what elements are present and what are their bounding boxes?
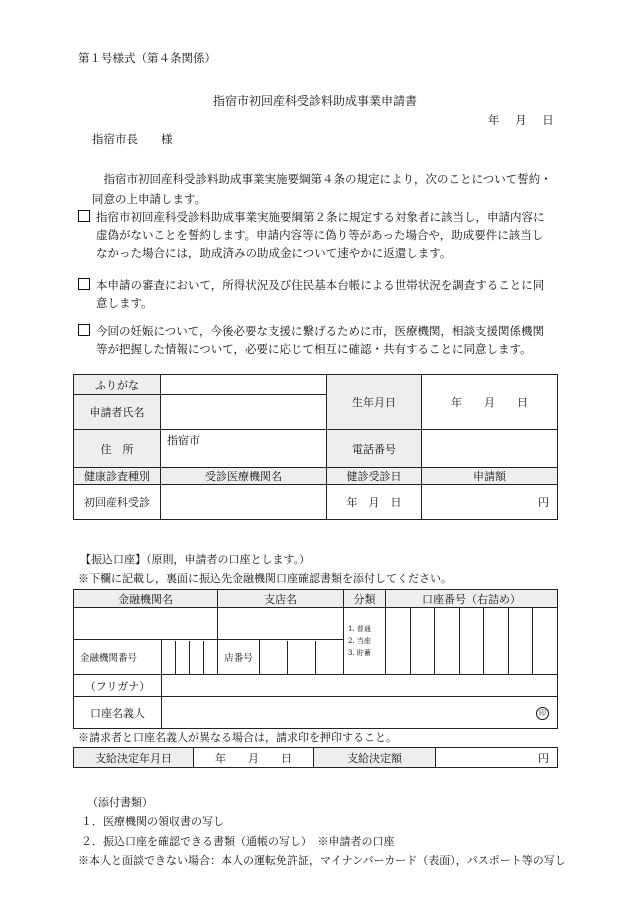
holder-field[interactable] xyxy=(162,697,558,729)
birth-field[interactable]: 年 月 日 xyxy=(422,375,558,430)
consent-item-1 xyxy=(78,208,554,262)
name-field[interactable] xyxy=(161,395,327,430)
applicant-table xyxy=(73,374,558,520)
furigana-field[interactable] xyxy=(161,375,327,395)
intro-text: 指宿市初回産科受診料助成事業実施要綱第４条の規定により，次のことについて誓約・同意の上申請します。 xyxy=(92,172,552,206)
checkbox[interactable] xyxy=(78,278,90,290)
decision-amount-field[interactable]: 円 xyxy=(436,748,558,768)
decision-date-field[interactable]: 年 月 日 xyxy=(194,748,314,768)
checkbox[interactable] xyxy=(78,324,90,336)
decision-table xyxy=(73,747,558,768)
checkbox[interactable] xyxy=(78,210,90,222)
account-note: ※下欄に記載し，裏面に振込先金融機関口座確認書類を添付してください。 xyxy=(78,572,452,585)
furigana-label: ふりがな xyxy=(74,375,161,395)
phone-label: 電話番号 xyxy=(327,430,422,468)
branch-name-header: 支店名 xyxy=(218,590,344,608)
form-number: 第１号様式（第４条関係） xyxy=(78,51,216,65)
type-option[interactable]: 2. 当座 xyxy=(348,637,371,645)
bank-code-field[interactable] xyxy=(162,640,218,675)
consent-text: 本申請の審査において，所得状況及び住民基本台帳による世帯状況を調査することに同意します。 xyxy=(96,278,545,310)
type-header: 分類 xyxy=(344,590,386,608)
account-number-field[interactable] xyxy=(386,608,558,675)
col-header: 健康診査種別 xyxy=(74,468,161,485)
seal-mark: 印 xyxy=(536,707,549,720)
bank-name-header: 金融機関名 xyxy=(74,590,218,608)
bank-code-label: 金融機関番号 xyxy=(74,640,162,675)
account-heading: 【振込口座】（原則，申請者の口座とします。） xyxy=(80,553,311,566)
clinic-field[interactable] xyxy=(161,485,327,520)
consent-item-3 xyxy=(78,322,554,358)
col-header: 申請額 xyxy=(422,468,558,485)
kana-label: （フリガナ） xyxy=(74,675,162,697)
addressee: 指宿市長 様 xyxy=(92,132,173,146)
type-option[interactable]: 3. 貯蓄 xyxy=(348,649,371,657)
checkup-type: 初回産科受診 xyxy=(74,485,161,520)
decision-amount-label: 支給決定額 xyxy=(314,748,436,768)
type-option[interactable]: 1. 普通 xyxy=(348,625,371,633)
account-table xyxy=(73,589,558,729)
address-field[interactable]: 指宿市 xyxy=(161,430,327,468)
branch-code-label: 店番号 xyxy=(218,640,260,675)
kana-field[interactable] xyxy=(162,675,558,697)
consent-text: 今回の妊娠について，今後必要な支援に繋げるために市，医療機関，相談支援関係機関等が把握した情報について，必要に応じて相互に確認・共有することに同意します。 xyxy=(96,324,545,356)
checkup-date-field[interactable]: 年 月 日 xyxy=(327,485,422,520)
attachment-item: ２．振込口座を確認できる書類（通帳の写し） ※申請者の口座 xyxy=(81,835,395,848)
account-type-options[interactable] xyxy=(344,608,386,675)
branch-name-field[interactable] xyxy=(218,608,344,640)
address-label: 住 所 xyxy=(74,430,161,468)
branch-code-field[interactable] xyxy=(260,640,344,675)
bank-name-field[interactable] xyxy=(74,608,218,640)
phone-field[interactable] xyxy=(422,430,558,468)
col-header: 健診受診日 xyxy=(327,468,422,485)
seal-note: ※請求者と口座名義人が異なる場合は，請求印を押印すること。 xyxy=(78,731,397,744)
decision-date-label: 支給決定年月日 xyxy=(74,748,194,768)
document-title: 指宿市初回産科受診料助成事業申請書 xyxy=(212,94,417,108)
consent-item-2 xyxy=(78,276,554,312)
amount-field[interactable]: 円 xyxy=(422,485,558,520)
application-date: 年 月 日 xyxy=(488,113,555,127)
consent-text: 指宿市初回産科受診料助成事業実施要綱第２条に規定する対象者に該当し，申請内容に虚偽がないことを誓約します。申請内容等に偽り等があった場合や，助成要件に該当しなかった場合には，助成済みの助成金について速やかに返還します。 xyxy=(96,210,545,260)
col-header: 受診医療機関名 xyxy=(161,468,327,485)
attachment-item: ※本人と面談できない場合：本人の運転免許証，マイナンバーカード（表面），パスポート等の写し xyxy=(78,854,566,867)
holder-label: 口座名義人 xyxy=(74,697,162,729)
attachments-heading: （添付書類） xyxy=(87,796,153,809)
account-number-header: 口座番号（右詰め） xyxy=(386,590,558,608)
name-label: 申請者氏名 xyxy=(74,395,161,430)
attachment-item: １．医療機関の領収書の写し xyxy=(81,815,224,828)
birth-label: 生年月日 xyxy=(327,375,422,430)
